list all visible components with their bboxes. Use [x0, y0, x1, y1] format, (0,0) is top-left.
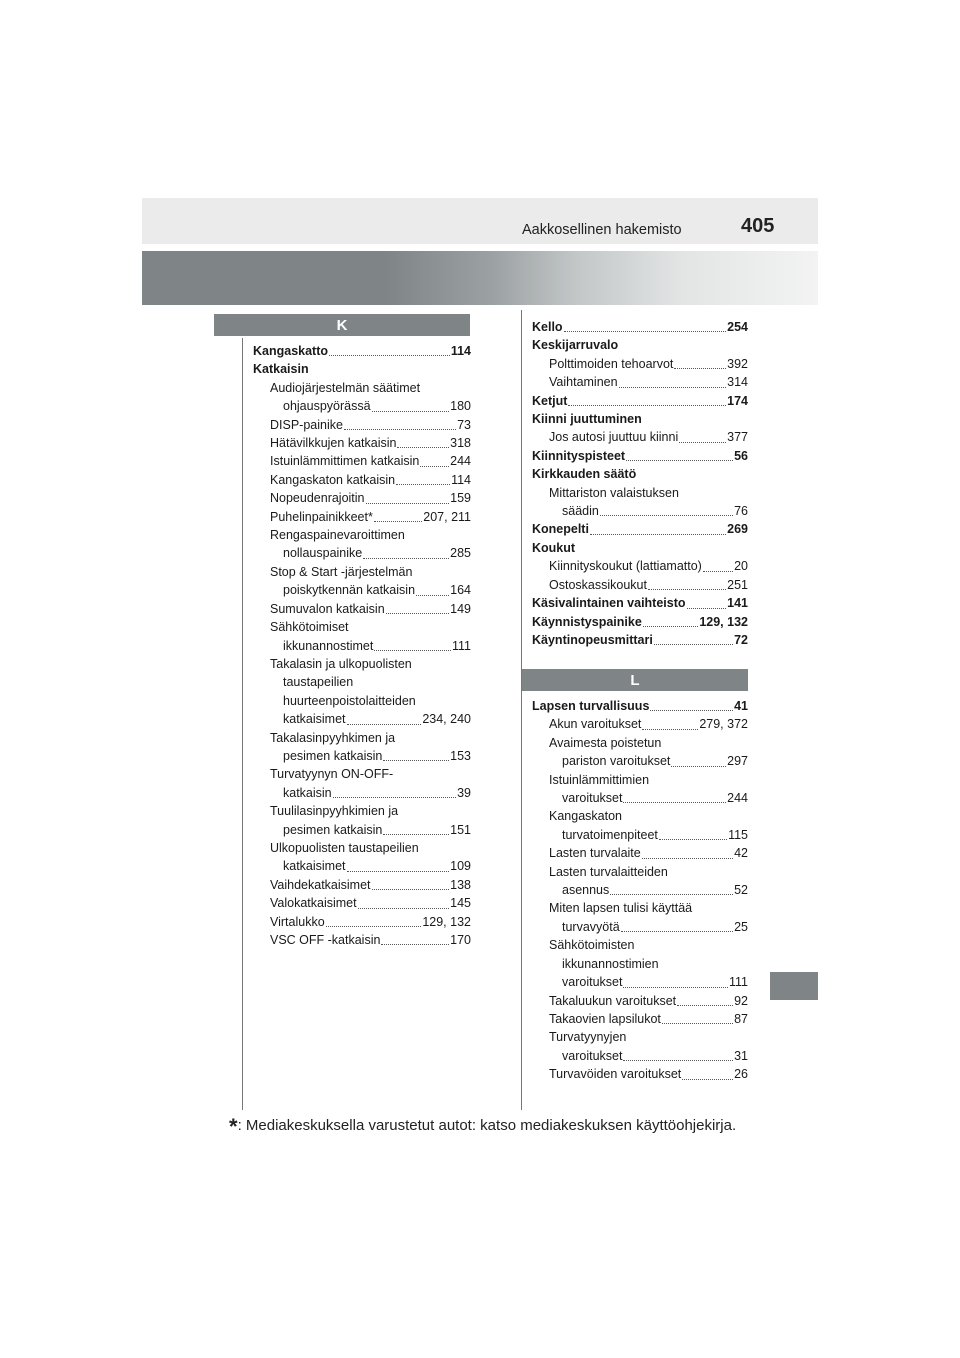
dot-leader: [626, 460, 733, 461]
index-entry-label: Polttimoiden tehoarvot: [549, 356, 674, 371]
index-entry: [532, 557, 748, 575]
index-entry-label: Nopeudenrajoitin: [270, 491, 365, 506]
dot-leader: [374, 521, 422, 522]
index-entry-page: 115: [728, 827, 748, 842]
index-entry-label: Kangaskatto: [253, 344, 329, 358]
index-entry: [253, 471, 471, 489]
dot-leader: [671, 766, 726, 767]
dot-leader: [610, 894, 733, 895]
index-entry-page: 170: [450, 933, 471, 947]
index-entry: [253, 508, 471, 526]
index-entry: [253, 544, 471, 562]
dot-leader: [621, 931, 733, 932]
index-entry: [532, 789, 748, 807]
index-entry-page: 31: [734, 1048, 748, 1063]
index-entry: [532, 992, 748, 1010]
index-entry-page: 87: [734, 1011, 748, 1026]
index-entry-page: 111: [451, 638, 471, 653]
index-entry-page: 25: [734, 919, 748, 934]
index-entry: [532, 1010, 748, 1028]
index-entry-page: 251: [727, 577, 748, 592]
column-divider-middle: [521, 310, 522, 1110]
index-entry-label: Ketjut: [532, 393, 568, 408]
index-entry-label: varoitukset: [562, 791, 623, 806]
index-entry-label: nollauspainike: [283, 546, 363, 561]
index-heading: Koukut: [532, 540, 576, 555]
index-entry-page: 164: [450, 583, 471, 598]
dot-leader: [386, 613, 449, 614]
index-entry-label: Lapsen turvallisuus: [532, 699, 650, 713]
index-column-right-l: [532, 697, 748, 1084]
index-heading: Rengaspainevaroittimen: [270, 528, 405, 543]
index-heading: Istuinlämmittimien: [549, 772, 650, 787]
index-entry-page: 109: [450, 859, 471, 874]
index-entry-page: 297: [727, 754, 748, 769]
index-entry-label: Käyntinopeusmittari: [532, 632, 653, 647]
index-entry-page: 151: [450, 822, 471, 837]
index-entry-page: 314: [727, 375, 748, 390]
index-entry: [532, 428, 748, 446]
index-entry-label: Vaihtaminen: [549, 375, 618, 390]
index-entry: [532, 631, 748, 649]
dot-leader: [366, 503, 450, 504]
index-entry-label: poiskytkennän katkaisin: [283, 583, 416, 598]
index-entry: [253, 747, 471, 765]
index-heading: Sähkötoimiset: [270, 620, 349, 635]
index-heading: Tuulilasinpyyhkimien ja: [270, 804, 399, 819]
header-title: Aakkosellinen hakemisto: [522, 222, 682, 238]
index-entry: [253, 784, 471, 802]
column-divider-left: [242, 338, 243, 1110]
dot-leader: [383, 834, 449, 835]
index-entry-label: Virtalukko: [270, 914, 325, 929]
index-entry-page: 269: [727, 522, 748, 537]
index-entry-page: 254: [727, 320, 748, 334]
index-entry-label: Kello: [532, 320, 563, 334]
index-entry-label: Istuinlämmittimen katkaisin: [270, 454, 420, 469]
index-entry-label: Vaihdekatkaisimet: [270, 877, 371, 892]
dot-leader: [396, 484, 450, 485]
dot-leader: [347, 724, 422, 725]
dot-leader: [363, 558, 449, 559]
index-column-left: [253, 342, 471, 949]
index-heading: Lasten turvalaitteiden: [549, 864, 668, 879]
index-entry-page: 26: [734, 1067, 748, 1082]
dot-leader: [344, 429, 456, 430]
index-entry-label: DISP-painike: [270, 417, 343, 432]
index-entry-label: Kangaskaton katkaisin: [270, 472, 396, 487]
index-entry-label: VSC OFF -katkaisin: [270, 933, 381, 947]
index-entry-label: katkaisimet: [283, 859, 346, 874]
index-entry-label: pariston varoitukset: [562, 754, 671, 769]
dot-leader: [374, 650, 451, 651]
index-heading: Kangaskaton: [549, 809, 622, 824]
index-entry: [253, 489, 471, 507]
index-entry-label: Kiinnityspisteet: [532, 448, 626, 463]
index-heading: taustapeilien: [283, 675, 354, 690]
index-entry-page: 234, 240: [422, 712, 471, 727]
dot-leader: [326, 926, 422, 927]
index-heading: Kiinni juuttuminen: [532, 412, 642, 427]
dot-leader: [590, 534, 726, 535]
dot-leader: [703, 571, 733, 572]
index-entry-page: 111: [728, 975, 748, 990]
dot-leader: [329, 355, 450, 356]
dot-leader: [420, 466, 449, 467]
index-entry-label: Ostoskassikoukut: [549, 577, 647, 592]
index-entry-page: 180: [450, 399, 471, 414]
index-entry: [253, 434, 471, 452]
index-entry: [532, 392, 748, 410]
header-band: [142, 198, 818, 244]
index-column-right-k: [532, 318, 748, 649]
index-entry: [253, 600, 471, 618]
dot-leader: [619, 387, 727, 388]
index-entry: [532, 576, 748, 594]
index-entry: [532, 918, 748, 936]
dot-leader: [564, 331, 727, 332]
index-heading: Turvatyynyn ON-OFF-: [270, 767, 394, 782]
index-heading: Takalasin ja ulkopuolisten: [270, 656, 412, 671]
dot-leader: [623, 987, 728, 988]
dot-leader: [654, 644, 733, 645]
dot-leader: [674, 368, 726, 369]
index-heading: Miten lapsen tulisi käyttää: [549, 901, 693, 916]
dot-leader: [347, 871, 450, 872]
dot-leader: [416, 595, 449, 596]
index-entry-page: 76: [734, 504, 748, 519]
index-heading: huurteenpoistolaitteiden: [283, 693, 416, 708]
index-entry: [532, 502, 748, 520]
index-heading: Mittariston valaistuksen: [549, 485, 679, 500]
page-number: 405: [741, 215, 775, 237]
index-entry-page: 56: [734, 448, 748, 463]
index-heading: Audiojärjestelmän säätimet: [270, 380, 421, 395]
index-entry-page: 244: [727, 791, 748, 806]
index-entry-label: varoitukset: [562, 975, 623, 990]
index-entry-label: turvatoimenpiteet: [562, 827, 658, 842]
index-entry: [253, 821, 471, 839]
chapter-thumb-tab: [770, 972, 818, 1000]
index-entry-page: 244: [450, 454, 471, 469]
index-entry-page: 318: [450, 436, 471, 451]
index-heading: Stop & Start -järjestelmän: [270, 564, 413, 579]
dot-leader: [372, 411, 450, 412]
index-entry-label: ohjauspyörässä: [283, 399, 371, 414]
dot-leader: [650, 710, 733, 711]
index-entry: [532, 826, 748, 844]
index-entry-label: turvavyötä: [562, 919, 620, 934]
dot-leader: [679, 442, 726, 443]
decorative-gradient-band: [142, 251, 818, 305]
index-entry-page: 73: [457, 417, 471, 432]
index-heading: Turvatyynyjen: [549, 1030, 627, 1045]
index-entry: [532, 373, 748, 391]
index-entry-label: säädin: [562, 504, 599, 519]
index-entry-page: 114: [451, 472, 471, 487]
dot-leader: [643, 626, 699, 627]
index-entry-label: varoitukset: [562, 1048, 623, 1063]
index-entry-page: 141: [727, 596, 748, 611]
dot-leader: [333, 797, 456, 798]
dot-leader: [642, 858, 733, 859]
index-entry: [532, 752, 748, 770]
footnote: [229, 1114, 736, 1140]
index-entry-page: 138: [450, 877, 471, 892]
index-heading: Keskijarruvalo: [532, 338, 619, 353]
dot-leader: [648, 589, 726, 590]
index-heading: Kirkkauden säätö: [532, 467, 637, 482]
index-entry: [253, 857, 471, 875]
index-entry: [532, 1065, 748, 1083]
index-entry-page: 129, 132: [699, 614, 748, 629]
dot-leader: [642, 729, 698, 730]
dot-leader: [372, 889, 450, 890]
index-entry: [532, 613, 748, 631]
index-entry: [253, 342, 471, 360]
dot-leader: [662, 1023, 733, 1024]
index-entry-page: 153: [450, 748, 471, 763]
index-entry: [253, 710, 471, 728]
index-entry-label: Kiinnityskoukut (lattiamatto): [549, 559, 702, 574]
index-entry-label: Takaluukun varoitukset: [549, 993, 677, 1008]
dot-leader: [623, 802, 726, 803]
index-entry-label: Konepelti: [532, 522, 589, 537]
index-entry: [253, 416, 471, 434]
index-entry-page: 39: [457, 785, 471, 800]
dot-leader: [358, 908, 450, 909]
index-entry-page: 392: [727, 356, 748, 371]
index-entry-label: pesimen katkaisin: [283, 822, 383, 837]
index-entry: [253, 637, 471, 655]
index-entry-label: katkaisimet: [283, 712, 346, 727]
index-entry-page: 377: [727, 430, 748, 445]
index-entry-label: Sumuvalon katkaisin: [270, 601, 385, 616]
dot-leader: [397, 447, 449, 448]
index-heading: Takalasinpyyhkimen ja: [270, 730, 396, 745]
index-entry-label: Käsivalintainen vaihteisto: [532, 596, 686, 611]
index-entry: [253, 913, 471, 931]
index-heading: Avaimesta poistetun: [549, 735, 662, 750]
index-entry-page: 159: [450, 491, 471, 506]
index-entry: [532, 594, 748, 612]
index-entry-page: 149: [450, 601, 471, 616]
index-entry: [253, 876, 471, 894]
index-entry-page: 285: [450, 546, 471, 561]
index-entry: [532, 715, 748, 733]
index-entry-label: Puhelinpainikkeet*: [270, 509, 373, 524]
index-entry-page: 42: [734, 846, 748, 861]
index-entry-page: 114: [450, 344, 471, 358]
index-entry: [532, 973, 748, 991]
index-entry-page: 92: [734, 993, 748, 1008]
index-heading: Katkaisin: [253, 362, 309, 377]
index-entry-label: Lasten turvalaite: [549, 846, 641, 861]
index-entry: [253, 452, 471, 470]
index-entry-page: 279, 372: [699, 717, 748, 732]
index-entry-label: pesimen katkaisin: [283, 748, 383, 763]
index-heading: Ulkopuolisten taustapeilien: [270, 840, 419, 855]
index-entry-page: 72: [734, 632, 748, 647]
index-entry-page: 52: [734, 883, 748, 898]
dot-leader: [682, 1079, 733, 1080]
index-entry-label: asennus: [562, 883, 610, 898]
index-entry: [532, 1047, 748, 1065]
index-heading: Sähkötoimisten: [549, 938, 635, 953]
dot-leader: [623, 1060, 733, 1061]
index-entry-page: 129, 132: [422, 914, 471, 929]
section-header-l: L: [522, 669, 748, 691]
index-entry-label: Akun varoitukset: [549, 717, 642, 732]
index-entry-label: Jos autosi juuttuu kiinni: [549, 430, 679, 445]
index-entry: [253, 581, 471, 599]
index-entry-label: ikkunannostimet: [283, 638, 374, 653]
index-heading: ikkunannostimien: [562, 956, 659, 971]
footnote-text: : Mediakeskuksella varustetut autot: katso mediakeskuksen käyttöohjekirja.: [237, 1117, 737, 1134]
index-entry: [253, 931, 471, 949]
index-entry: [532, 881, 748, 899]
index-entry: [532, 355, 748, 373]
index-entry-label: Takaovien lapsilukot: [549, 1011, 661, 1026]
index-entry: [532, 318, 748, 336]
index-entry-page: 20: [734, 559, 748, 574]
dot-leader: [383, 760, 449, 761]
index-entry: [253, 397, 471, 415]
index-entry: [532, 447, 748, 465]
index-entry-label: Valokatkaisimet: [270, 896, 357, 911]
index-entry: [532, 697, 748, 715]
footnote-asterisk: *: [229, 1114, 238, 1139]
index-entry-page: 145: [450, 896, 471, 911]
index-entry-label: katkaisin: [283, 785, 332, 800]
dot-leader: [600, 515, 733, 516]
index-entry-page: 174: [727, 393, 748, 408]
index-entry: [532, 844, 748, 862]
dot-leader: [381, 944, 449, 945]
index-entry-label: Turvavöiden varoitukset: [549, 1067, 682, 1082]
index-entry-page: 41: [734, 699, 748, 713]
dot-leader: [677, 1005, 733, 1006]
index-entry-label: Hätävilkkujen katkaisin: [270, 436, 397, 451]
index-entry: [532, 520, 748, 538]
index-entry: [253, 894, 471, 912]
index-entry-label: Käynnistyspainike: [532, 614, 642, 629]
dot-leader: [568, 405, 726, 406]
dot-leader: [687, 608, 727, 609]
index-entry-page: 207, 211: [423, 509, 471, 524]
section-header-k: K: [214, 314, 470, 336]
dot-leader: [659, 839, 727, 840]
